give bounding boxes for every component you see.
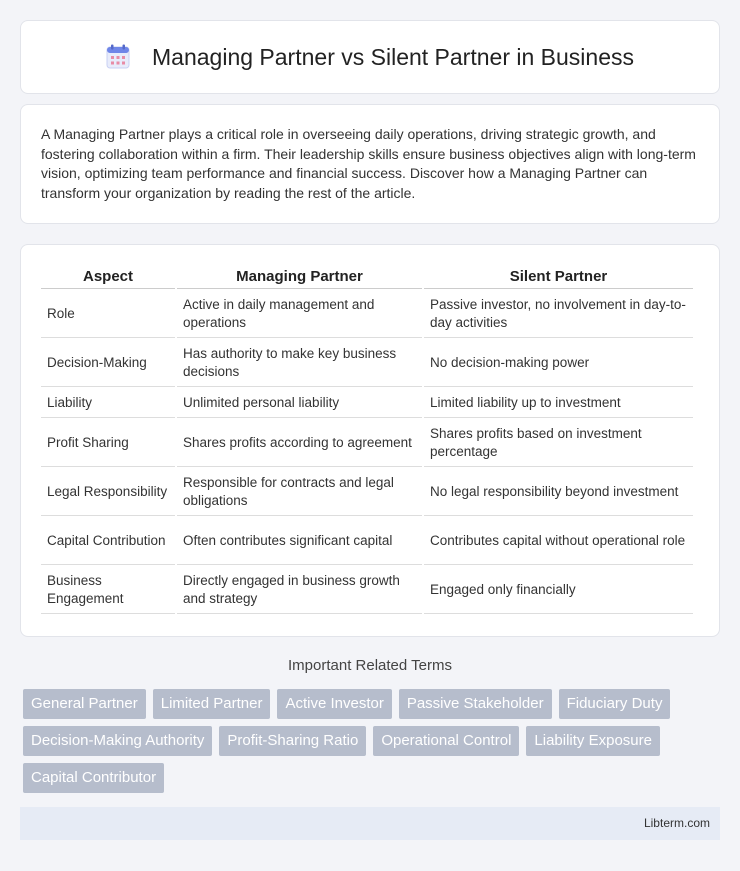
table-cell: Shares profits according to agreement [177, 420, 422, 467]
related-terms-list [23, 689, 713, 793]
table-cell: No legal responsibility beyond investment [424, 469, 693, 516]
related-terms-title: Important Related Terms [288, 657, 452, 674]
table-cell: Shares profits based on investment percentage [424, 420, 693, 467]
header-card [20, 20, 720, 94]
table-row [41, 389, 693, 418]
intro-text: A Managing Partner plays a critical role in overseeing daily operations, driving strategic growth, and fostering collaboration within a firm. Their leadership skills ensure business objectives align with long-term vision, optimizing team performance and financial success. Discover how a Managing Partner can transform your organization by reading the rest of the article. [41, 126, 696, 201]
table-cell: Has authority to make key business decisions [177, 340, 422, 387]
table-header-row [41, 265, 693, 289]
table-row [41, 340, 693, 387]
table-cell: Often contributes significant capital [177, 518, 422, 565]
footer-site-link[interactable]: Libterm.com [643, 816, 710, 830]
table-row [41, 567, 693, 614]
table-cell: Business Engagement [41, 567, 175, 614]
footer [20, 807, 720, 840]
related-term-tag[interactable]: Operational Control [373, 726, 519, 756]
related-term-tag[interactable]: Decision-Making Authority [23, 726, 212, 756]
related-term-tag[interactable]: Fiduciary Duty [559, 689, 671, 719]
column-header-aspect: Aspect [41, 265, 175, 289]
comparison-table [39, 263, 695, 616]
column-header-managing-partner: Managing Partner [177, 265, 422, 289]
related-term-tag[interactable]: General Partner [23, 689, 146, 719]
table-cell: Decision-Making [41, 340, 175, 387]
table-cell: Unlimited personal liability [177, 389, 422, 418]
table-cell: Responsible for contracts and legal obligations [177, 469, 422, 516]
related-term-tag[interactable]: Profit-Sharing Ratio [219, 726, 366, 756]
table-cell: Contributes capital without operational role [424, 518, 693, 565]
column-header-silent-partner: Silent Partner [424, 265, 693, 289]
related-term-tag[interactable]: Capital Contributor [23, 763, 164, 793]
table-cell: Limited liability up to investment [424, 389, 693, 418]
related-term-tag[interactable]: Active Investor [277, 689, 391, 719]
table-cell: Liability [41, 389, 175, 418]
table-cell: Capital Contribution [41, 518, 175, 565]
table-cell: Profit Sharing [41, 420, 175, 467]
table-cell: Directly engaged in business growth and strategy [177, 567, 422, 614]
table-cell: Engaged only financially [424, 567, 693, 614]
table-cell: Passive investor, no involvement in day-to-day activities [424, 291, 693, 338]
table-cell: Role [41, 291, 175, 338]
page-title: Managing Partner vs Silent Partner in Business [152, 43, 634, 70]
comparison-table-card [20, 244, 720, 637]
related-term-tag[interactable]: Passive Stakeholder [399, 689, 552, 719]
calendar-icon [106, 44, 130, 70]
table-cell: Legal Responsibility [41, 469, 175, 516]
table-row [41, 291, 693, 338]
table-row [41, 420, 693, 467]
intro-card [20, 104, 720, 224]
table-cell: Active in daily management and operations [177, 291, 422, 338]
table-row [41, 518, 693, 565]
related-term-tag[interactable]: Liability Exposure [526, 726, 660, 756]
table-cell: No decision-making power [424, 340, 693, 387]
related-term-tag[interactable]: Limited Partner [153, 689, 271, 719]
table-row [41, 469, 693, 516]
